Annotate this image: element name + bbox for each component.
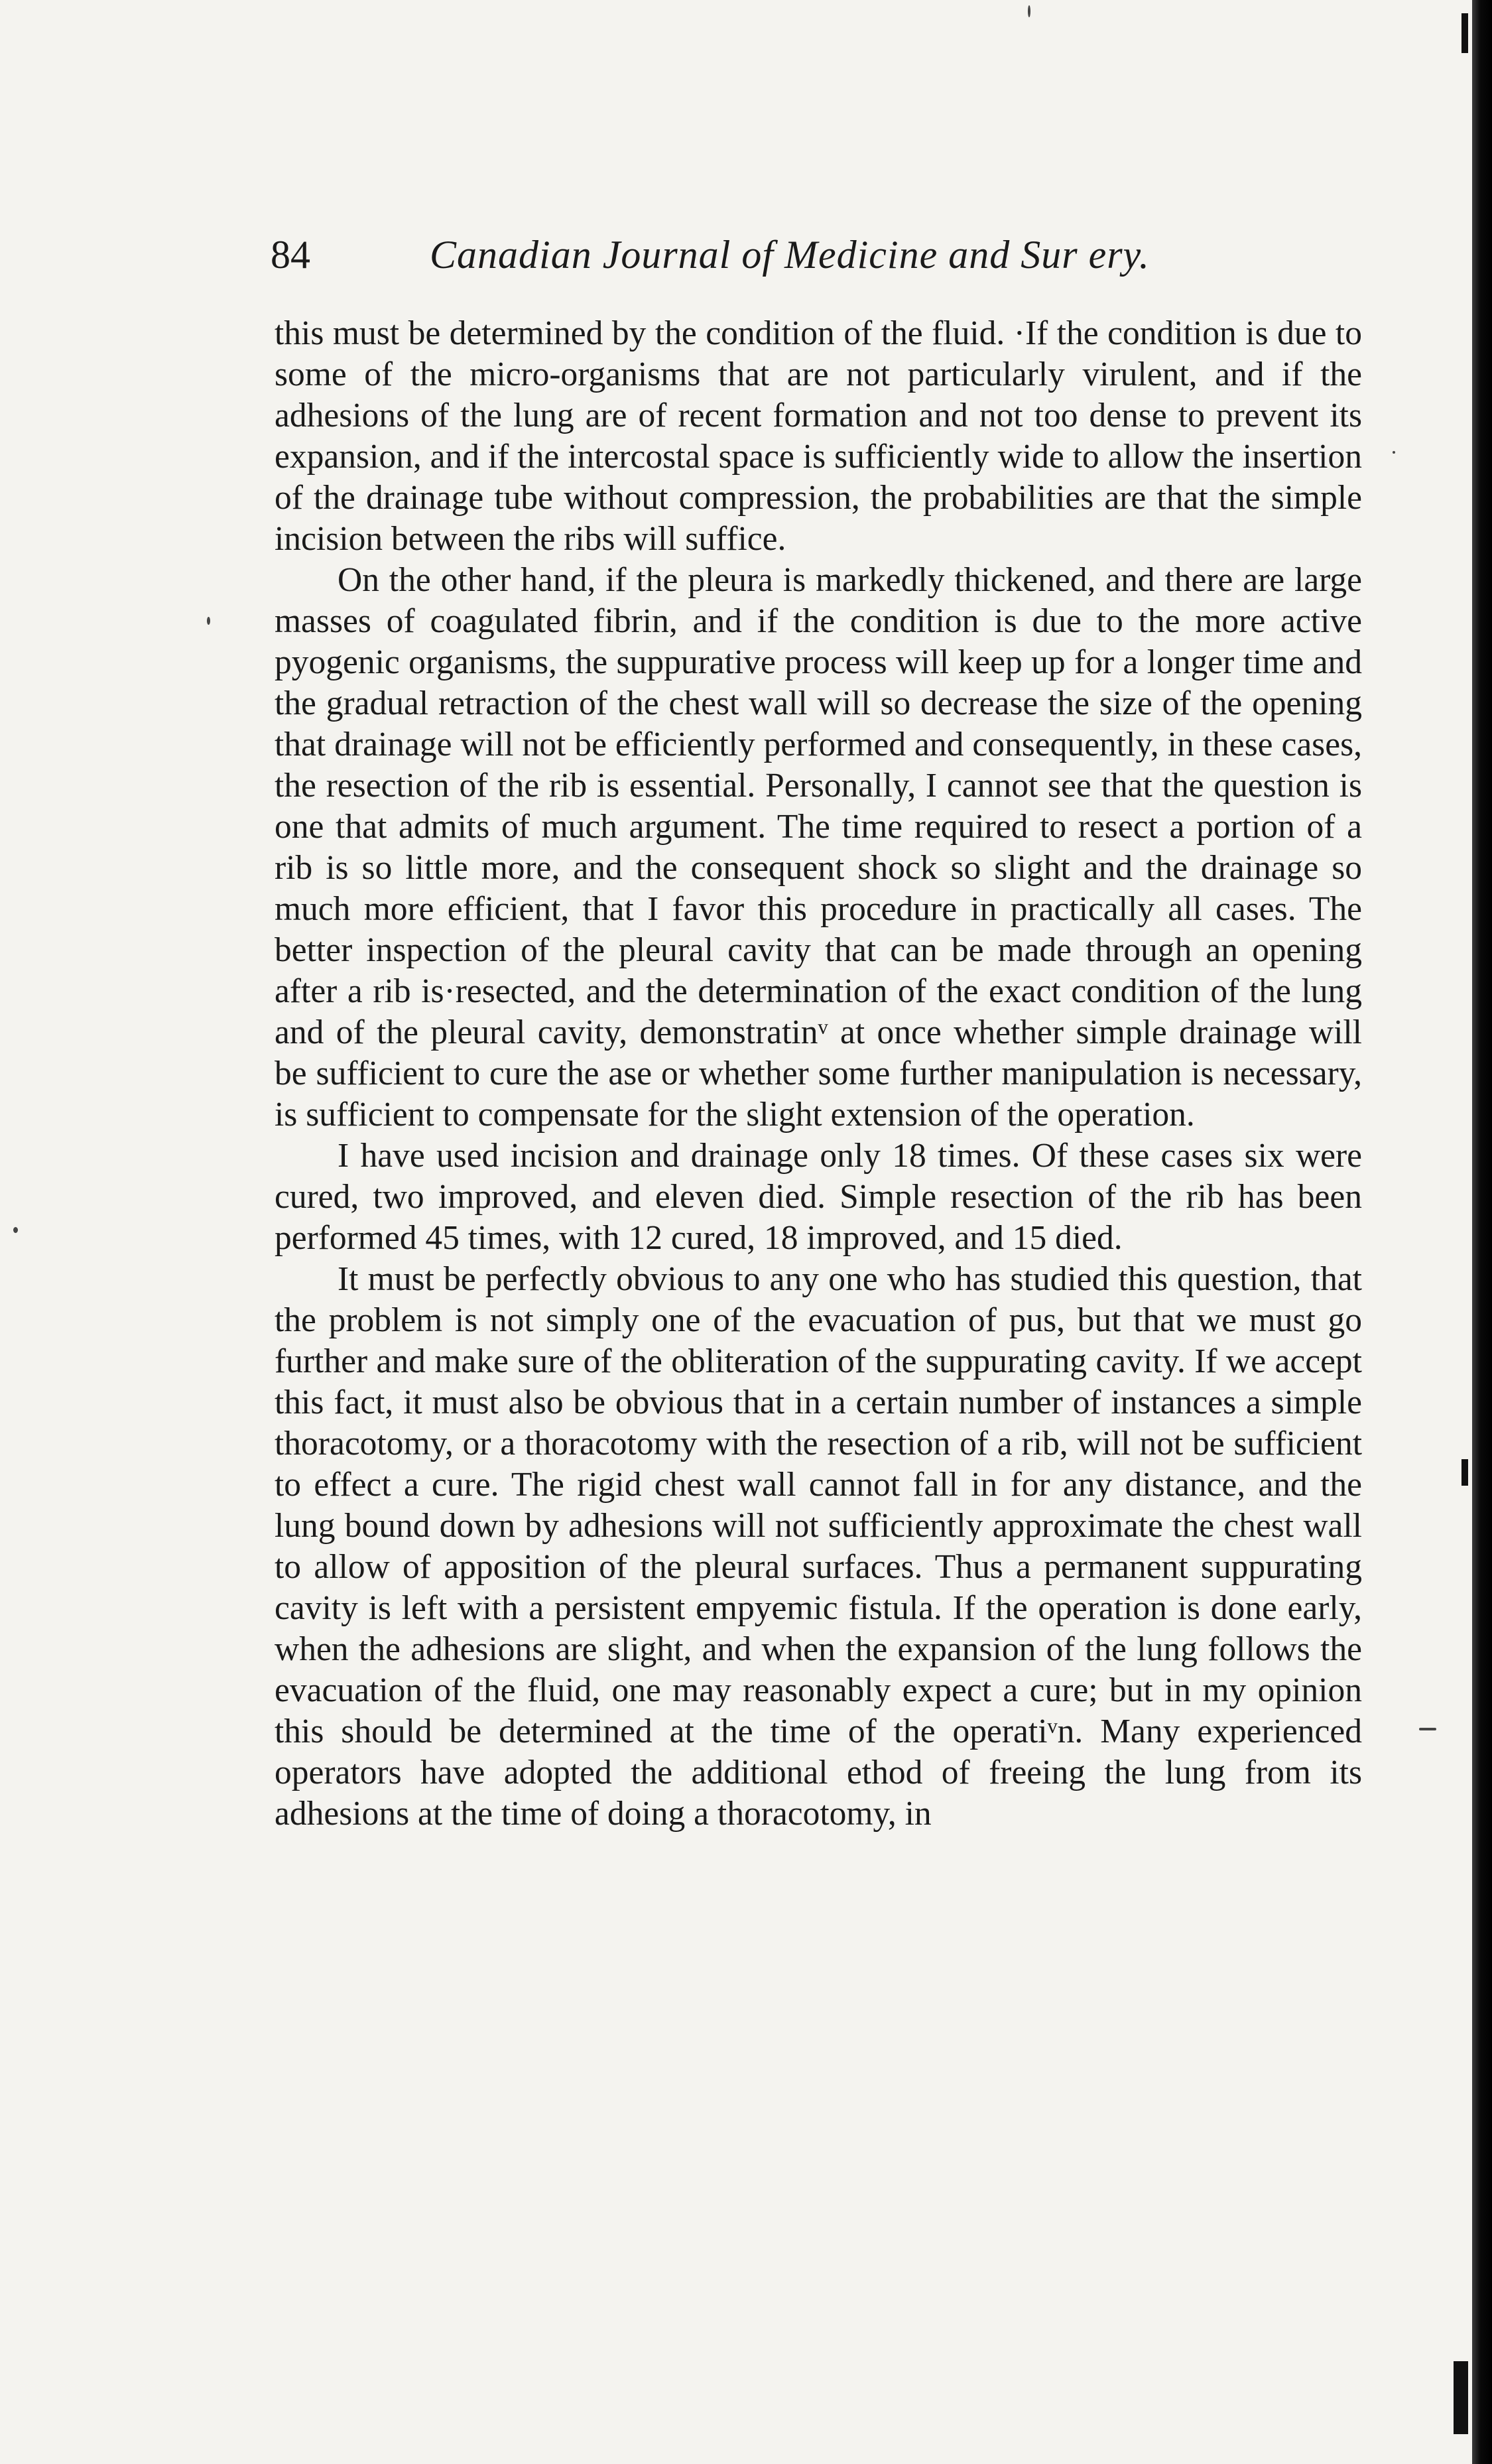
paragraph: this must be determined by the condition of the fluid. ·If the condition is due to some of the micro-organisms that are not particularly virulent, and if the adhesions of the lung are of recent formation and not too dense to prevent its expansion, and if the intercostal space is sufficiently wide to allow the insertion of the drainage tube without compression, the probabilities are that the simple incision between the ribs will suffice. — [275, 314, 1362, 558]
binding-mark — [1454, 2361, 1468, 2434]
running-title: Canadian Journal of Medicine and Sur ery. — [430, 233, 1150, 277]
page-header — [271, 232, 1365, 285]
book-binding-edge — [1472, 0, 1492, 2464]
scan-speck — [1028, 5, 1030, 17]
scan-speck — [1393, 451, 1395, 454]
page-number: 84 — [271, 233, 310, 277]
article-body — [275, 313, 1362, 1835]
binding-mark — [1461, 1459, 1468, 1486]
paragraph: On the other hand, if the pleura is markedly thickened, and there are large masses of coagulated fibrin, and if the condition is due to the more active pyogenic organisms, the suppurative process will keep up for a longer time and the gradual retraction of the chest wall will so decrease the size of the opening that drainage will not be efficiently performed and consequently, in these cases, the resection of the rib is essential. Personally, I cannot see that the question is one that admits of much argument. The time required to resect a portion of a rib is so little more, and the consequent shock so slight and the drainage so much more efficient, that I favor this procedure in practically all cases. The better inspection of the pleural cavity that can be made through an opening after a rib is·resected, and the determination of the exact condition of the lung and of the pleural cavity, demonstratinᵛ at once whether simple drainage will be sufficient to cure the ase or whether some further manipulation is necessary, is sufficient to compensate for the slight extension of the operation. — [275, 561, 1362, 1134]
scan-speck — [13, 1227, 18, 1233]
paragraph: I have used incision and drainage only 18 times. Of these cases six were cured, two improved, and eleven died. Simple resection of the rib has been performed 45 times, with 12 cured, 18 improved, and 15 died. — [275, 1137, 1362, 1257]
paragraph: It must be perfectly obvious to any one who has studied this question, that the problem is not simply one of the evacuation of pus, but that we must go further and make sure of the obliteration of the suppurating cavity. If we accept this fact, it must also be obvious that in a certain number of instances a simple thoracotomy, or a thoracotomy with the resection of a rib, will not be sufficient to effect a cure. The rigid chest wall cannot fall in for any distance, and the lung bound down by adhesions will not sufficiently approximate the chest wall to allow of apposition of the pleural surfaces. Thus a permanent suppurating cavity is left with a persistent empyemic fistula. If the operation is done early, when the adhesions are slight, and when the expansion of the lung follows the evacuation of the fluid, one may reasonably expect a cure; but in my opinion this should be determined at the time of the operatiᵛn. Many experienced operators have adopted the additional ethod of freeing the lung from its adhesions at the time of doing a thoracotomy, in — [275, 1260, 1362, 1833]
binding-mark — [1461, 13, 1468, 53]
scan-speck — [1419, 1728, 1436, 1730]
scan-speck — [207, 617, 210, 625]
